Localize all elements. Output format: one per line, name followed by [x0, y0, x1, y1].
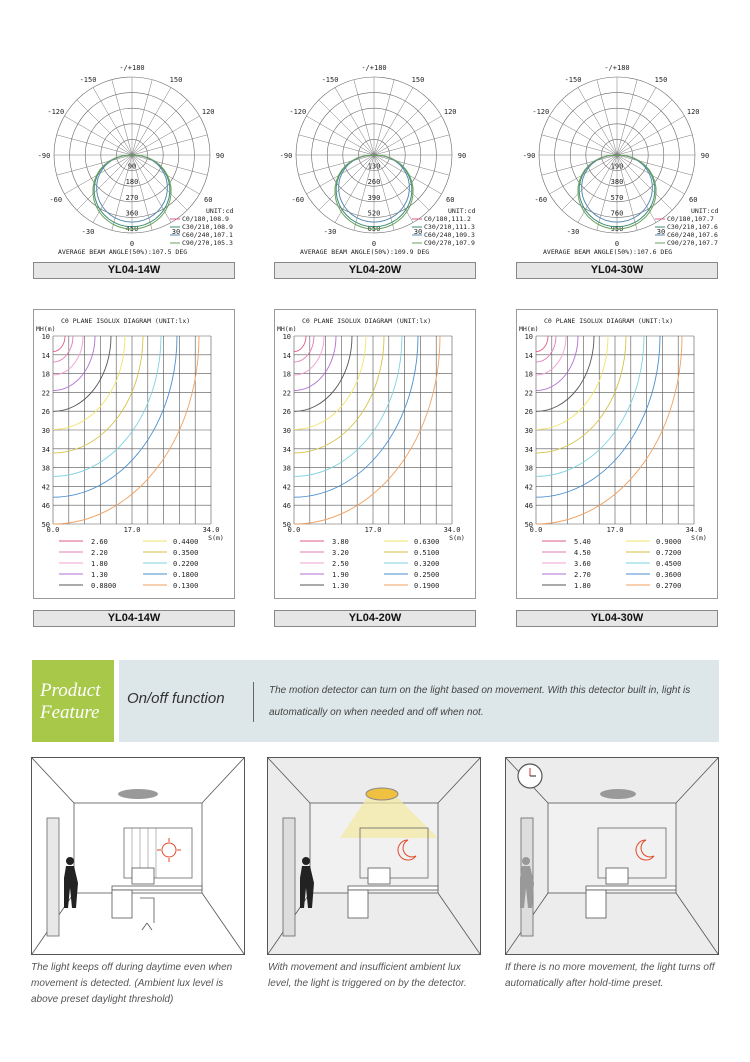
polar-angle-label: 0: [129, 240, 135, 248]
polar-chart-2: [262, 60, 487, 260]
isolux-ylabel: MH(m): [36, 325, 56, 333]
isolux-legend-value: 0.4500: [656, 560, 682, 568]
isolux-legend-value: 0.3500: [173, 549, 199, 557]
isolux-xtick: 17.0: [364, 526, 382, 534]
model-label-polar-1: YL04-14W: [33, 262, 235, 279]
isolux-contour: [536, 336, 644, 476]
isolux-ytick: 30: [282, 427, 291, 435]
isolux-legend-value: 3.60: [574, 560, 591, 568]
polar-angle-label: -90: [37, 152, 51, 160]
isolux-title: C0 PLANE ISOLUX DIAGRAM (UNIT:lx): [61, 317, 191, 325]
isolux-legend-value: 0.6300: [414, 538, 440, 546]
polar-angle-label: -150: [321, 75, 339, 84]
isolux-chart-1: [33, 309, 233, 597]
product-feature-line2: Feature: [40, 702, 100, 723]
model-label-isolux-3: YL04-30W: [516, 610, 718, 627]
polar-angle-label: 0: [371, 240, 377, 248]
polar-beam-angle: AVERAGE BEAM ANGLE(50%):107.5 DEG: [58, 248, 188, 256]
room-scene-off: [505, 757, 719, 955]
isolux-legend-value: 0.2700: [656, 582, 682, 590]
polar-angle-label: 30: [171, 228, 181, 237]
polar-angle-label: 90: [457, 152, 467, 160]
isolux-ytick: 18: [41, 370, 50, 379]
polar-angle-label: 120: [201, 108, 215, 116]
polar-angle-label: 30: [413, 228, 423, 237]
polar-beam-angle: AVERAGE BEAM ANGLE(50%):109.9 DEG: [300, 248, 430, 256]
isolux-contour: [53, 336, 83, 375]
room-illustration-triggered: [268, 758, 480, 954]
isolux-ytick: 14: [41, 351, 50, 360]
isolux-legend-value: 0.1300: [173, 582, 199, 590]
feature-divider: [253, 682, 254, 722]
polar-ring-label: 270: [125, 193, 139, 202]
polar-angle-label: -60: [291, 196, 305, 204]
polar-ring-label: 760: [610, 209, 624, 218]
polar-legend-entry: C0/180,111.2: [424, 215, 471, 223]
product-feature-line1: Product: [40, 680, 101, 701]
isolux-legend-value: 3.20: [332, 549, 349, 557]
isolux-ytick: 50: [282, 521, 291, 529]
feature-title: On/off function: [127, 690, 225, 707]
isolux-legend-value: 0.5100: [414, 549, 440, 557]
polar-angle-label: 60: [203, 196, 213, 204]
feature-desc-line1: The motion detector can turn on the light based on movement. With this detector built in, light is: [269, 685, 691, 696]
isolux-ytick: 38: [524, 464, 533, 473]
polar-unit: UNIT:cd: [206, 207, 234, 215]
caption-line: If there is no more movement, the light turns off: [505, 962, 715, 973]
caption-line: With movement and insufficient ambient lux: [268, 962, 461, 973]
isolux-xtick: 0.0: [46, 526, 60, 534]
isolux-contour: [294, 336, 418, 497]
polar-angle-label: -/+180: [361, 64, 387, 72]
isolux-ytick: 46: [524, 502, 533, 511]
clock-icon: [518, 764, 542, 788]
polar-ring-label: 260: [367, 178, 381, 187]
polar-chart-1: [20, 60, 245, 260]
isolux-ytick: 26: [41, 408, 50, 417]
model-label-isolux-1: YL04-14W: [33, 610, 235, 627]
isolux-xlabel: S(m): [449, 534, 465, 542]
isolux-ytick: 30: [524, 427, 533, 435]
model-label-polar-2: YL04-20W: [274, 262, 476, 279]
isolux-ylabel: MH(m): [519, 325, 539, 333]
isolux-legend-value: 0.9000: [656, 538, 682, 546]
feature-description: [269, 680, 709, 724]
isolux-contour: [536, 336, 566, 375]
caption-off: [505, 960, 725, 992]
polar-angle-label: -/+180: [119, 64, 145, 72]
isolux-legend-value: 0.8800: [91, 582, 117, 590]
polar-angle-label: 90: [215, 152, 225, 160]
product-feature-label: [32, 660, 114, 742]
polar-ring-label: 180: [125, 178, 139, 187]
polar-angle-label: 0: [614, 240, 620, 248]
polar-unit: UNIT:cd: [448, 207, 476, 215]
isolux-legend-value: 1.80: [91, 560, 108, 568]
isolux-xlabel: S(m): [691, 534, 707, 542]
isolux-legend-value: 0.1800: [173, 571, 199, 579]
isolux-xtick: 0.0: [529, 526, 543, 534]
isolux-ytick: 50: [41, 521, 50, 529]
caption-line: level, the light is triggered on by the detector.: [268, 978, 467, 989]
isolux-contour: [536, 336, 660, 497]
isolux-ytick: 50: [524, 521, 533, 529]
caption-line: movement is detected. (Ambient lux level is: [31, 978, 224, 989]
isolux-xtick: 34.0: [202, 526, 220, 534]
caption-line: above preset daylight threshold): [31, 994, 174, 1005]
room-illustration-daytime: [32, 758, 244, 954]
isolux-ytick: 30: [41, 427, 50, 435]
polar-legend-entry: C30/210,108.9: [182, 223, 233, 231]
isolux-contour: [294, 336, 306, 352]
caption-triggered: [268, 960, 488, 992]
polar-angle-label: 30: [656, 228, 666, 237]
isolux-contour: [536, 336, 608, 430]
polar-legend-entry: C90/270,105.3: [182, 239, 233, 247]
polar-chart-3: [505, 60, 730, 260]
isolux-ytick: 10: [282, 333, 291, 341]
isolux-xtick: 17.0: [606, 526, 624, 534]
polar-angle-label: 150: [169, 75, 183, 84]
isolux-legend-value: 0.4400: [173, 538, 199, 546]
isolux-ytick: 38: [41, 464, 50, 473]
isolux-legend-value: 3.80: [332, 538, 349, 546]
isolux-ytick: 22: [41, 389, 50, 398]
isolux-contour: [294, 336, 366, 430]
polar-angle-label: 150: [411, 75, 425, 84]
room-scene-triggered: [267, 757, 481, 955]
isolux-ylabel: MH(m): [277, 325, 297, 333]
polar-unit: UNIT:cd: [691, 207, 719, 215]
polar-angle-label: -60: [534, 196, 548, 204]
isolux-chart-2: [274, 309, 474, 597]
isolux-legend-value: 2.50: [332, 560, 349, 568]
isolux-ytick: 42: [524, 483, 533, 492]
caption-daytime: [31, 960, 251, 1008]
isolux-legend-value: 1.30: [91, 571, 108, 579]
polar-angle-label: -120: [289, 108, 307, 116]
polar-angle-label: -150: [564, 75, 582, 84]
polar-angle-label: -30: [323, 228, 337, 237]
polar-legend-entry: C60/240,107.6: [667, 231, 718, 239]
caption-line: automatically after hold-time preset.: [505, 978, 664, 989]
isolux-contour: [53, 336, 65, 352]
isolux-ytick: 38: [282, 464, 291, 473]
isolux-contour: [294, 336, 324, 375]
feature-desc-line2: automatically on when needed and off when not.: [269, 707, 484, 718]
feature-banner: [119, 660, 719, 742]
polar-angle-label: -120: [47, 108, 65, 116]
polar-legend-entry: C90/270,107.9: [424, 239, 475, 247]
isolux-contour: [536, 336, 548, 352]
isolux-legend-value: 2.70: [574, 571, 591, 579]
isolux-ytick: 26: [524, 408, 533, 417]
polar-ring-label: 950: [610, 225, 624, 233]
polar-legend-entry: C30/210,111.3: [424, 223, 475, 231]
polar-angle-label: -90: [279, 152, 293, 160]
isolux-contour: [53, 336, 125, 430]
polar-legend-entry: C60/240,109.3: [424, 231, 475, 239]
polar-angle-label: -120: [532, 108, 550, 116]
isolux-ytick: 14: [524, 351, 533, 360]
model-label-isolux-2: YL04-20W: [274, 610, 476, 627]
isolux-contour: [536, 336, 556, 362]
isolux-contour: [294, 336, 314, 362]
polar-angle-label: -/+180: [604, 64, 630, 72]
polar-angle-label: 150: [654, 75, 668, 84]
isolux-ytick: 10: [41, 333, 50, 341]
isolux-xtick: 0.0: [287, 526, 301, 534]
isolux-xtick: 34.0: [685, 526, 703, 534]
polar-ring-label: 90: [127, 162, 137, 171]
polar-legend-entry: C60/240,107.1: [182, 231, 233, 239]
polar-ring-label: 190: [610, 162, 624, 171]
polar-ring-label: 390: [367, 193, 381, 202]
isolux-legend-value: 0.2500: [414, 571, 440, 579]
polar-ring-label: 450: [125, 225, 139, 233]
isolux-ytick: 14: [282, 351, 291, 360]
isolux-xlabel: S(m): [208, 534, 224, 542]
isolux-ytick: 18: [524, 370, 533, 379]
isolux-legend-value: 2.60: [91, 538, 108, 546]
isolux-ytick: 34: [41, 445, 50, 454]
isolux-ytick: 26: [282, 408, 291, 417]
isolux-contour: [53, 336, 177, 497]
isolux-xtick: 34.0: [443, 526, 461, 534]
model-label-polar-3: YL04-30W: [516, 262, 718, 279]
polar-angle-label: 60: [445, 196, 455, 204]
isolux-legend-value: 0.3200: [414, 560, 440, 568]
isolux-legend-value: 0.1900: [414, 582, 440, 590]
polar-angle-label: 90: [700, 152, 710, 160]
isolux-ytick: 46: [282, 502, 291, 511]
caption-line: The light keeps off during daytime even when: [31, 962, 233, 973]
polar-beam-angle: AVERAGE BEAM ANGLE(50%):107.6 DEG: [543, 248, 673, 256]
isolux-legend-value: 4.50: [574, 549, 591, 557]
polar-angle-label: -30: [566, 228, 580, 237]
polar-legend-entry: C30/210,107.6: [667, 223, 718, 231]
isolux-title: C0 PLANE ISOLUX DIAGRAM (UNIT:lx): [544, 317, 674, 325]
isolux-ytick: 18: [282, 370, 291, 379]
polar-legend-entry: C90/270,107.7: [667, 239, 718, 247]
polar-ring-label: 650: [367, 225, 381, 233]
isolux-ytick: 34: [524, 445, 533, 454]
isolux-legend-value: 0.3600: [656, 571, 682, 579]
polar-angle-label: 120: [443, 108, 457, 116]
isolux-ytick: 42: [282, 483, 291, 492]
polar-ring-label: 570: [610, 193, 624, 202]
isolux-legend-value: 0.2200: [173, 560, 199, 568]
polar-legend-entry: C0/180,107.7: [667, 215, 714, 223]
polar-angle-label: 120: [686, 108, 700, 116]
polar-ring-label: 130: [367, 162, 381, 171]
polar-ring-label: 360: [125, 209, 139, 218]
polar-angle-label: -60: [49, 196, 63, 204]
isolux-contour: [53, 336, 161, 476]
isolux-xtick: 17.0: [123, 526, 141, 534]
isolux-legend-value: 2.20: [91, 549, 108, 557]
isolux-contour: [294, 336, 402, 476]
polar-ring-label: 380: [610, 178, 624, 187]
isolux-chart-3: [516, 309, 716, 597]
isolux-legend-value: 5.40: [574, 538, 591, 546]
polar-angle-label: 60: [688, 196, 698, 204]
polar-angle-label: -30: [81, 228, 95, 237]
isolux-ytick: 10: [524, 333, 533, 341]
isolux-legend-value: 1.90: [332, 571, 349, 579]
room-illustration-off: [506, 758, 718, 954]
isolux-ytick: 46: [41, 502, 50, 511]
isolux-legend-value: 1.80: [574, 582, 591, 590]
polar-ring-label: 520: [367, 209, 381, 218]
polar-angle-label: -90: [522, 152, 536, 160]
isolux-ytick: 22: [524, 389, 533, 398]
isolux-contour: [53, 336, 73, 362]
isolux-ytick: 34: [282, 445, 291, 454]
polar-angle-label: -150: [79, 75, 97, 84]
room-scene-daytime: [31, 757, 245, 955]
isolux-title: C0 PLANE ISOLUX DIAGRAM (UNIT:lx): [302, 317, 432, 325]
polar-legend-entry: C0/180,108.9: [182, 215, 229, 223]
isolux-legend-value: 1.30: [332, 582, 349, 590]
isolux-ytick: 42: [41, 483, 50, 492]
isolux-ytick: 22: [282, 389, 291, 398]
isolux-legend-value: 0.7200: [656, 549, 682, 557]
